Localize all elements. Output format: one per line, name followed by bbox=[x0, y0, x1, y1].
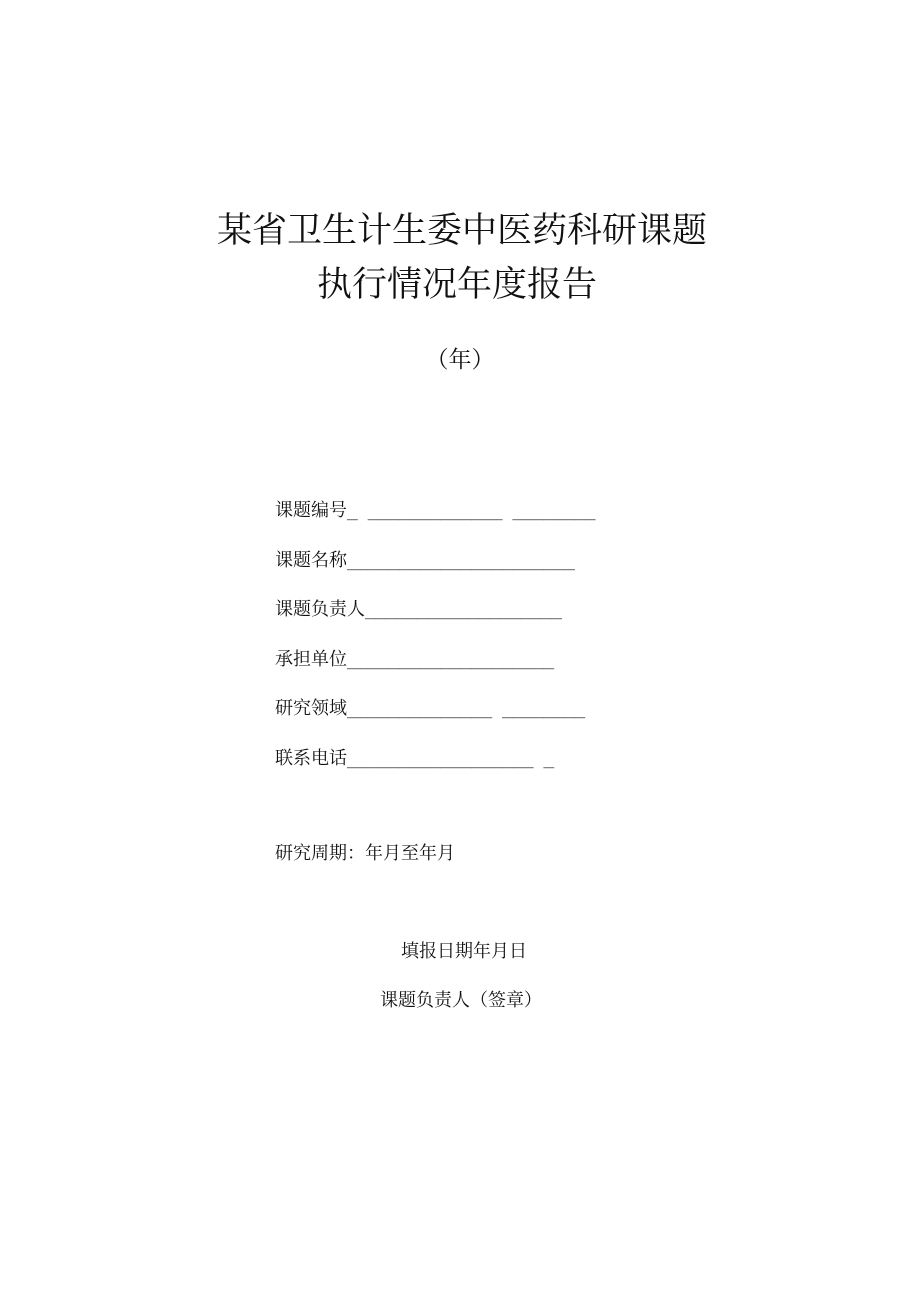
research-period: 研究周期：年月至年月 bbox=[275, 843, 455, 864]
fill-date-text: 填报日期年月日 bbox=[401, 941, 527, 962]
field-blank-line[interactable]: _ _____________ ________ bbox=[347, 500, 596, 521]
year-label: （年） bbox=[425, 347, 495, 373]
document-title bbox=[0, 204, 920, 312]
responsible-signature-text: 课题负责人（签章） bbox=[380, 990, 542, 1011]
field-label: 承担单位 bbox=[275, 648, 347, 670]
field-contact-phone bbox=[275, 740, 675, 790]
field-blank-line[interactable]: ______________________ bbox=[347, 549, 575, 571]
field-blank-line[interactable]: ___________________ bbox=[365, 599, 562, 620]
field-project-number bbox=[275, 492, 675, 542]
field-host-institution bbox=[275, 641, 675, 691]
field-label: 课题名称 bbox=[275, 549, 347, 571]
field-research-area bbox=[275, 690, 675, 740]
field-label: 课题编号 bbox=[275, 500, 347, 521]
title-line-1: 某省卫生计生委中医药科研课题 bbox=[216, 211, 707, 251]
field-label: 研究领域 bbox=[275, 698, 347, 719]
field-blank-line[interactable]: ____________________ bbox=[347, 648, 554, 670]
fill-date-line bbox=[0, 933, 920, 971]
field-blank-line[interactable]: __________________ _ bbox=[347, 747, 554, 769]
field-project-name bbox=[275, 542, 675, 592]
field-label: 联系电话 bbox=[275, 747, 347, 769]
title-line-2: 执行情况年度报告 bbox=[316, 265, 597, 305]
field-project-leader bbox=[275, 591, 675, 641]
info-fields bbox=[275, 492, 675, 789]
field-label: 课题负责人 bbox=[275, 599, 365, 620]
field-blank-line[interactable]: ______________ ________ bbox=[347, 698, 585, 719]
responsible-signature-line bbox=[0, 982, 920, 1020]
